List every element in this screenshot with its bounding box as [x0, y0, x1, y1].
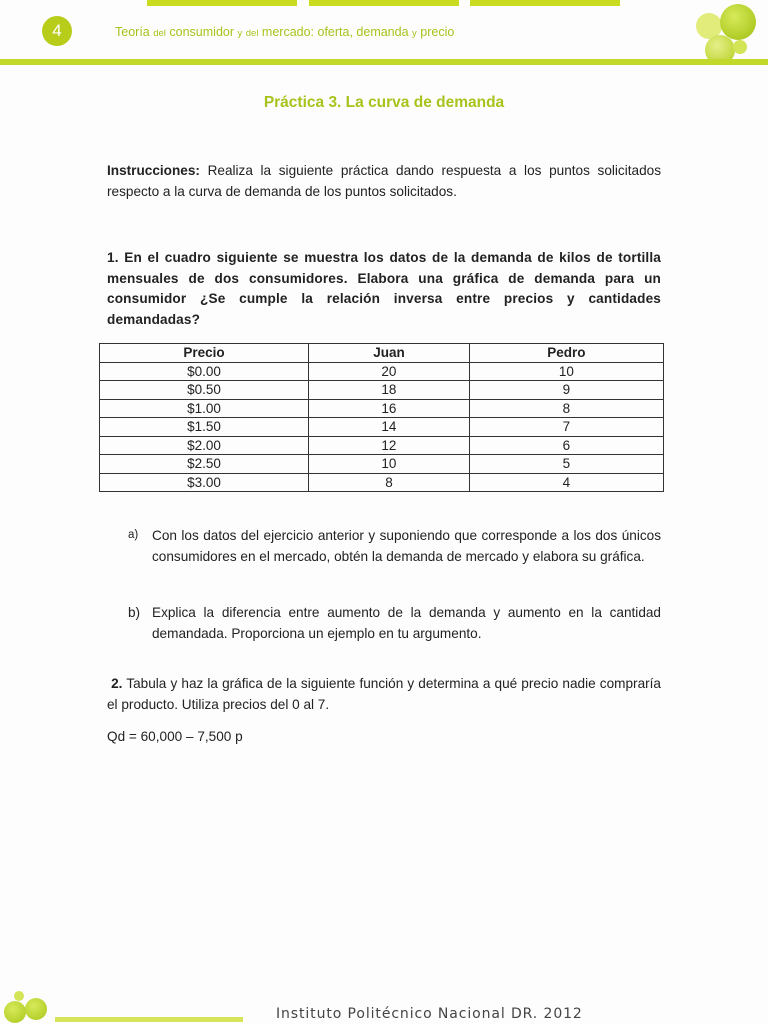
demand-table	[99, 343, 664, 492]
top-stripe-1	[147, 0, 297, 6]
table-header-cell: Juan	[309, 344, 470, 363]
table-cell: $1.50	[100, 418, 309, 437]
list-item-text: Con los datos del ejercicio anterior y suponiendo que corresponde a los dos únicos consumidores en el mercado, obtén la demanda de mercado y elabora su gráfica.	[152, 528, 661, 564]
table-cell: $1.00	[100, 399, 309, 418]
table-cell: 18	[309, 381, 470, 400]
header-title	[115, 25, 454, 39]
table-cell: $0.50	[100, 381, 309, 400]
header-title-part: y	[412, 28, 417, 39]
top-stripe-3	[470, 0, 620, 6]
demand-equation: Qd = 60,000 – 7,500 p	[107, 729, 243, 744]
page-number-badge: 4	[42, 16, 72, 46]
list-item-text: Explica la diferencia entre aumento de la demanda y aumento en la cantidad demandada. Proporciona un ejemplo en tu argumento.	[152, 605, 661, 641]
table-row	[100, 473, 664, 492]
table-cell: 6	[469, 436, 663, 455]
table-row	[100, 362, 664, 381]
table-header-cell: Pedro	[469, 344, 663, 363]
header-title-part: del	[245, 28, 259, 39]
header-title-part: del	[153, 28, 166, 39]
table-row	[100, 418, 664, 437]
table-cell: 10	[309, 455, 470, 474]
question-2	[107, 674, 661, 715]
header-title-part: Teoría	[115, 25, 150, 39]
list-item-a	[128, 525, 661, 567]
instructions-text: Realiza la siguiente práctica dando respuesta a los puntos solicitados respecto a la curva de demanda de los puntos solicitados.	[107, 163, 661, 199]
question-2-label: 2.	[111, 676, 123, 691]
table-cell: 10	[469, 362, 663, 381]
table-cell: 9	[469, 381, 663, 400]
table-cell: $0.00	[100, 362, 309, 381]
footer-text: Instituto Politécnico Nacional DR. 2012	[276, 1006, 583, 1022]
table-header-cell: Precio	[100, 344, 309, 363]
table-cell: 8	[309, 473, 470, 492]
table-row	[100, 455, 664, 474]
table-row	[100, 381, 664, 400]
list-marker: b)	[128, 605, 141, 620]
table-cell: $2.50	[100, 455, 309, 474]
table-cell: $3.00	[100, 473, 309, 492]
table-cell: 7	[469, 418, 663, 437]
header-title-part: precio	[420, 25, 455, 39]
table-cell: 16	[309, 399, 470, 418]
page-title: Práctica 3. La curva de demanda	[263, 94, 505, 111]
table-cell: 20	[309, 362, 470, 381]
table-row	[100, 399, 664, 418]
question-1: 1. En el cuadro siguiente se muestra los datos de la demanda de kilos de tortilla mensuales de dos consumidores. Elabora una gráfica de demanda para un consumidor ¿Se cumple la relación inversa entre precios y cantidades demandadas?	[107, 250, 661, 327]
list-marker: a)	[128, 529, 139, 541]
table-cell: 4	[469, 473, 663, 492]
table-row	[100, 436, 664, 455]
header-divider	[0, 59, 768, 65]
header-title-part: consumidor	[169, 25, 235, 39]
list-item-b	[128, 602, 661, 644]
instructions-label: Instrucciones:	[107, 163, 200, 178]
top-stripe-2	[309, 0, 459, 6]
table-cell: 14	[309, 418, 470, 437]
table-cell: $2.00	[100, 436, 309, 455]
instructions-paragraph	[107, 161, 661, 202]
footer-bar	[55, 1017, 243, 1022]
table-cell: 12	[309, 436, 470, 455]
table-cell: 8	[469, 399, 663, 418]
question-2-text: Tabula y haz la gráfica de la siguiente función y determina a qué precio nadie compraría el producto. Utiliza precios del 0 al 7.	[107, 676, 661, 712]
table-cell: 5	[469, 455, 663, 474]
header-title-part: y	[237, 28, 243, 39]
header-title-part: mercado: oferta, demanda	[261, 25, 409, 39]
table-header-row	[100, 344, 664, 363]
